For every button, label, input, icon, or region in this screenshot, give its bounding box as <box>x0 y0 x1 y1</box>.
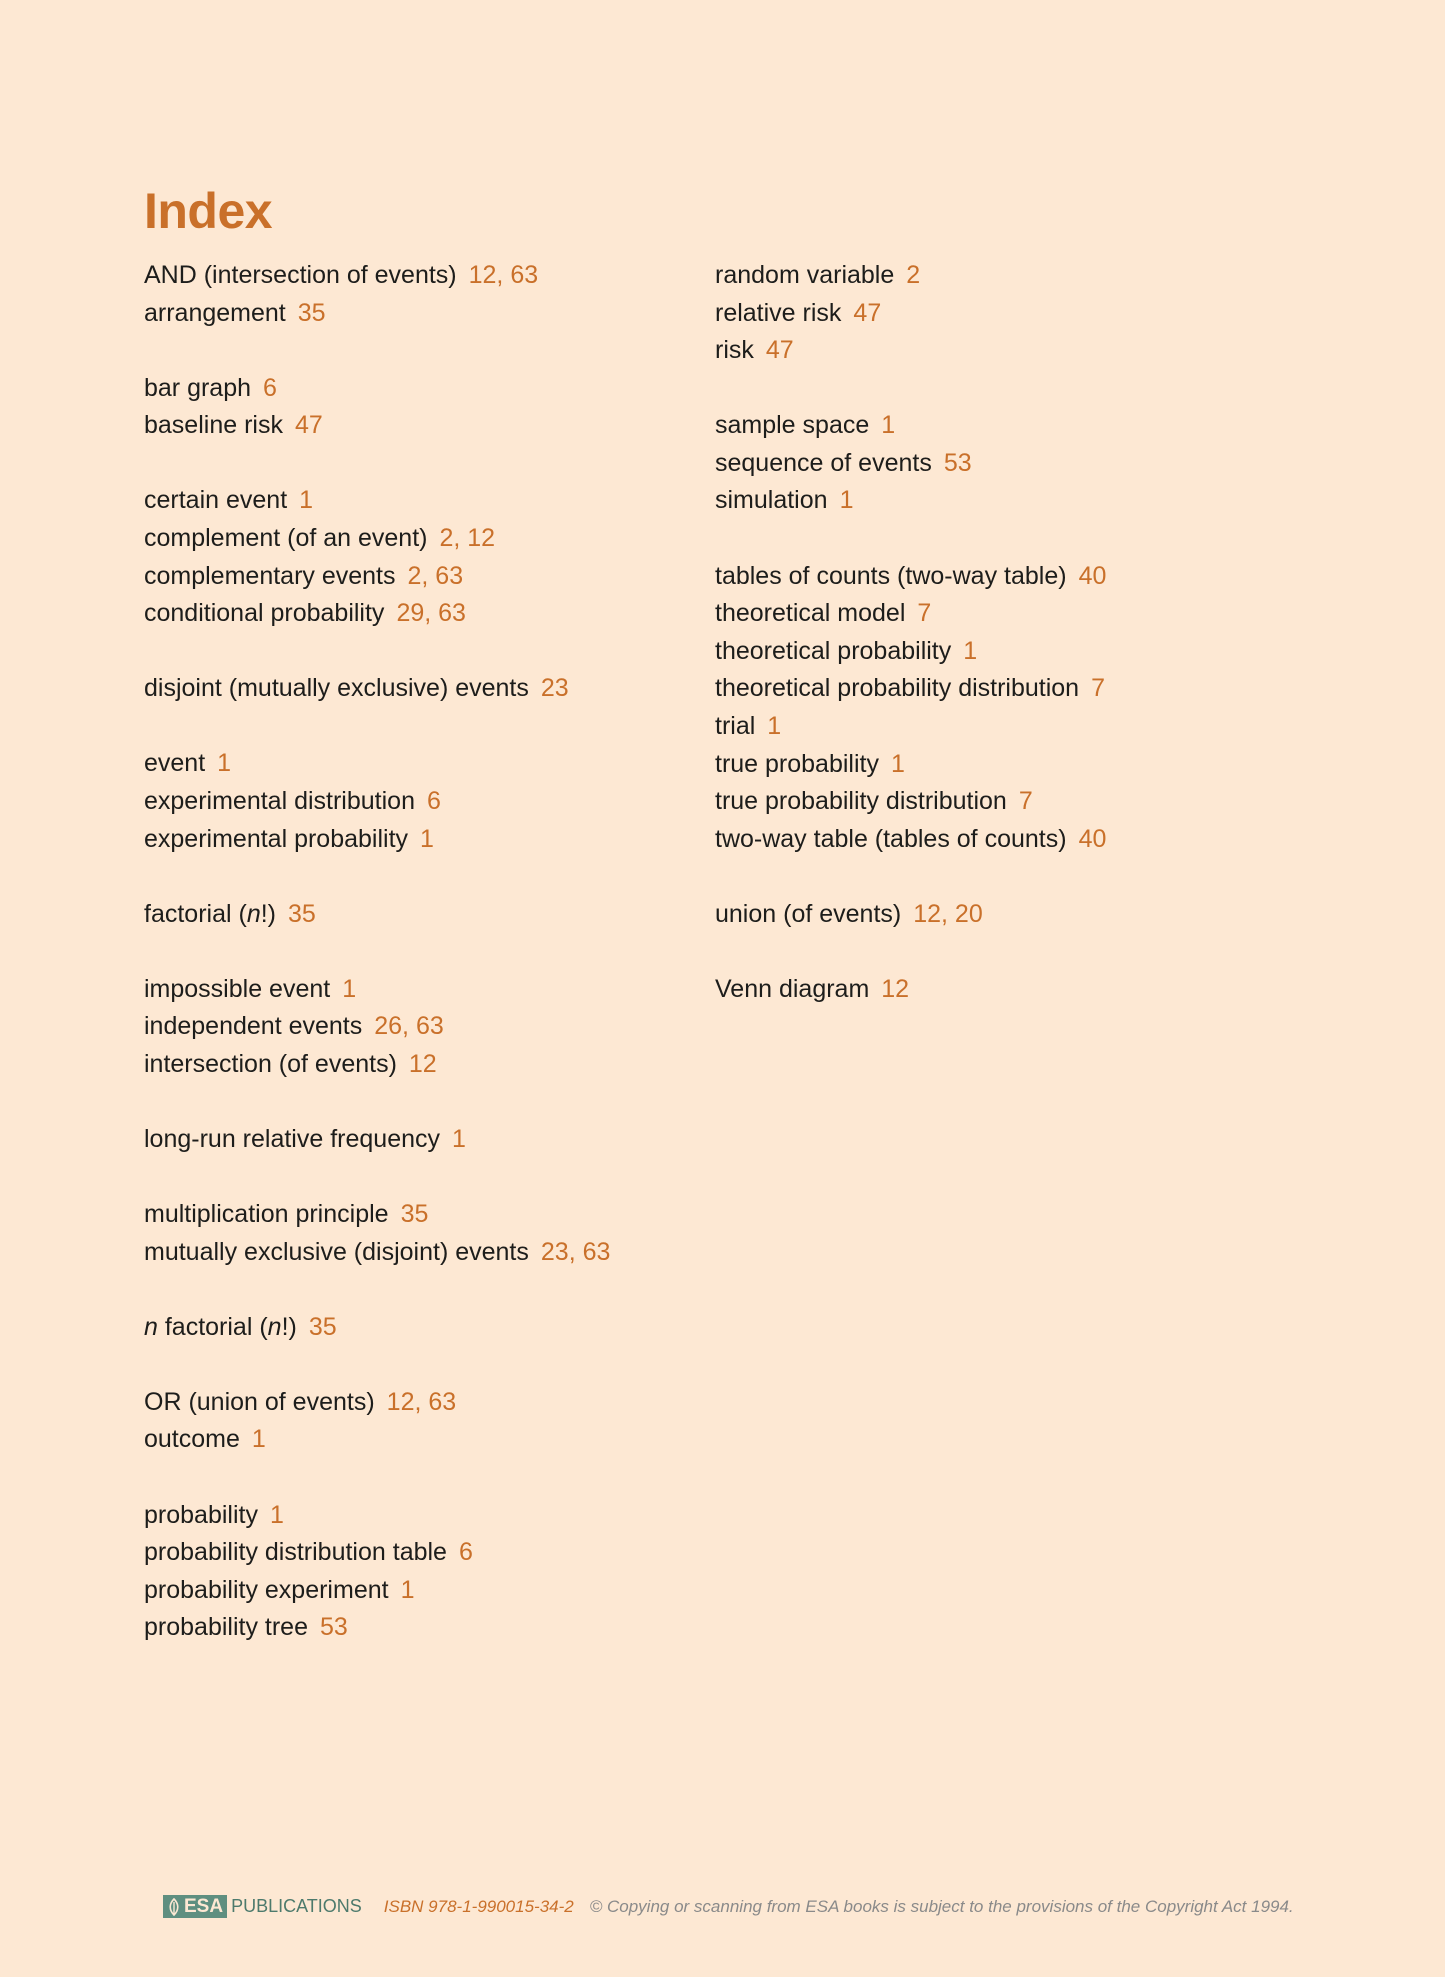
index-entry <box>144 407 684 445</box>
index-term-suffix: !) <box>260 899 276 928</box>
index-entry <box>715 633 1255 671</box>
index-pages: 1 <box>452 1125 466 1153</box>
index-pages: 47 <box>294 411 323 440</box>
index-group <box>144 1196 684 1271</box>
index-pages: 6 <box>458 1538 473 1567</box>
index-term: probability <box>144 1500 258 1529</box>
index-pages: 1 <box>269 1500 284 1529</box>
page-footer <box>163 1895 1294 1918</box>
index-entry <box>715 896 1255 934</box>
index-entry <box>144 1572 684 1610</box>
index-entry <box>144 896 684 934</box>
index-entry <box>144 745 684 783</box>
index-entry <box>144 295 684 333</box>
index-pages: 29, 63 <box>396 599 466 628</box>
index-term: theoretical probability distribution <box>715 674 1080 703</box>
index-term: relative risk <box>715 298 842 327</box>
index-group <box>144 896 684 934</box>
index-column-right <box>715 257 1255 1046</box>
page-title: Index <box>144 183 273 239</box>
index-entry <box>715 971 1255 1009</box>
index-pages: 53 <box>319 1613 348 1642</box>
index-entry <box>715 821 1255 859</box>
index-entry <box>144 520 684 558</box>
index-pages: 23 <box>540 674 569 703</box>
index-pages: 1 <box>299 486 314 515</box>
index-entry <box>144 1609 684 1647</box>
index-term: probability tree <box>144 1613 308 1642</box>
index-group <box>144 1309 684 1347</box>
index-pages: 40 <box>1078 824 1107 853</box>
index-column-left <box>144 257 684 1684</box>
index-pages: 40 <box>1078 561 1107 590</box>
index-entry <box>144 1196 684 1234</box>
index-pages: 1 <box>839 486 854 515</box>
index-term: Venn diagram <box>715 974 870 1003</box>
index-term: certain event <box>144 486 288 515</box>
logo-subtext: PUBLICATIONS <box>231 1896 362 1916</box>
index-pages: 1 <box>890 749 905 778</box>
index-pages: 2, 63 <box>407 561 464 590</box>
index-entry <box>715 257 1255 295</box>
index-group <box>144 257 684 332</box>
index-term: probability experiment <box>144 1575 389 1604</box>
index-group <box>715 896 1255 934</box>
index-term: tables of counts (two-way table) <box>715 561 1067 590</box>
index-entry <box>144 971 684 1009</box>
index-group <box>144 370 684 445</box>
index-entry <box>144 1121 684 1159</box>
index-pages: 1 <box>767 711 782 740</box>
index-term: factorial ( <box>157 1312 268 1341</box>
index-term: two-way table (tables of counts) <box>715 824 1067 853</box>
copyright-notice: © Copying or scanning from ESA books is subject to the provisions of the Copyright Act 1994. <box>589 1896 1294 1916</box>
index-pages: 1 <box>881 411 896 440</box>
index-pages: 35 <box>297 298 326 327</box>
index-pages: 2, 12 <box>439 523 496 552</box>
index-pages: 12 <box>881 974 910 1003</box>
index-pages: 1 <box>963 636 978 665</box>
index-entry <box>715 595 1255 633</box>
index-pages: 47 <box>765 336 794 365</box>
index-pages: 53 <box>943 448 972 477</box>
index-group <box>144 971 684 1084</box>
index-pages: 1 <box>342 974 357 1003</box>
index-term: theoretical model <box>715 599 906 628</box>
index-entry <box>144 482 684 520</box>
index-group <box>144 670 684 708</box>
index-term: bar graph <box>144 373 252 402</box>
index-group <box>144 745 684 858</box>
index-entry <box>144 1384 684 1422</box>
publisher-logo <box>163 1895 362 1918</box>
index-pages: 7 <box>1018 787 1033 816</box>
index-term: true probability distribution <box>715 787 1007 816</box>
index-entry <box>715 482 1255 520</box>
index-term: outcome <box>144 1425 240 1454</box>
index-pages: 1 <box>217 749 232 778</box>
index-entry <box>715 708 1255 746</box>
index-term: mutually exclusive (disjoint) events <box>144 1237 529 1266</box>
index-pages: 12 <box>408 1049 437 1078</box>
index-term: risk <box>715 336 754 365</box>
index-term: disjoint (mutually exclusive) events <box>144 674 529 703</box>
index-term: true probability <box>715 749 879 778</box>
index-term-italic: n <box>144 1312 158 1341</box>
index-entry <box>715 332 1255 370</box>
index-term: factorial ( <box>144 899 247 928</box>
index-term: arrangement <box>144 298 286 327</box>
index-term-italic: n <box>246 899 261 928</box>
index-pages: 35 <box>400 1200 429 1229</box>
index-entry <box>144 1046 684 1084</box>
index-pages: 2 <box>906 261 921 289</box>
index-entry <box>144 1497 684 1535</box>
index-pages: 1 <box>251 1425 266 1454</box>
index-pages: 6 <box>263 373 277 402</box>
index-pages: 12, 20 <box>913 899 983 928</box>
index-entry <box>715 445 1255 483</box>
index-entry <box>144 558 684 596</box>
index-pages: 12, 63 <box>468 261 539 289</box>
index-term: conditional probability <box>144 599 385 628</box>
index-term-suffix: !) <box>281 1312 297 1341</box>
index-group <box>144 1384 684 1459</box>
index-entry <box>144 1309 684 1347</box>
index-entry <box>144 595 684 633</box>
index-term-italic: n <box>267 1312 282 1341</box>
index-term: union (of events) <box>715 899 902 928</box>
index-term: multiplication principle <box>144 1200 389 1229</box>
index-group <box>144 1497 684 1647</box>
index-term: baseline risk <box>144 411 283 440</box>
index-entry <box>144 370 684 408</box>
index-pages: 35 <box>308 1312 337 1341</box>
index-group <box>144 1121 684 1159</box>
index-term: complementary events <box>144 561 396 590</box>
index-group <box>144 482 684 632</box>
index-entry <box>144 1234 684 1272</box>
index-entry <box>144 257 684 295</box>
index-entry <box>715 407 1255 445</box>
index-term: sequence of events <box>715 448 932 477</box>
index-group <box>715 407 1255 520</box>
logo-text: ESA <box>184 1896 224 1917</box>
index-term: AND (intersection of events) <box>144 261 457 289</box>
index-entry <box>715 746 1255 784</box>
index-term: event <box>144 749 206 778</box>
index-pages: 26, 63 <box>374 1012 444 1041</box>
index-entry <box>715 295 1255 333</box>
index-term: simulation <box>715 486 828 515</box>
index-term: intersection (of events) <box>144 1049 397 1078</box>
index-term: probability distribution table <box>144 1538 447 1567</box>
index-pages: 6 <box>426 786 441 815</box>
logo-badge <box>163 1895 227 1918</box>
index-term: experimental distribution <box>144 786 415 815</box>
index-pages: 47 <box>853 298 882 327</box>
index-term: sample space <box>715 411 870 440</box>
index-entry <box>144 670 684 708</box>
index-term: trial <box>715 711 756 740</box>
index-pages: 7 <box>917 599 932 628</box>
index-pages: 1 <box>400 1575 415 1604</box>
index-pages: 1 <box>420 824 434 853</box>
isbn: ISBN 978-1-990015-34-2 <box>383 1896 574 1916</box>
leaf-icon <box>167 1898 181 1916</box>
index-term: independent events <box>144 1012 363 1041</box>
index-entry <box>715 783 1255 821</box>
index-term: impossible event <box>144 974 331 1003</box>
index-term: random variable <box>715 261 895 289</box>
index-entry <box>144 1534 684 1572</box>
index-group <box>715 971 1255 1009</box>
index-term: OR (union of events) <box>144 1387 375 1416</box>
index-group <box>715 558 1255 859</box>
index-entry <box>144 821 684 859</box>
index-entry <box>144 1008 684 1046</box>
index-entry <box>715 558 1255 596</box>
index-term: long-run relative frequency <box>144 1125 440 1153</box>
index-pages: 7 <box>1091 674 1105 703</box>
index-term: experimental probability <box>144 824 409 853</box>
index-group <box>715 257 1255 370</box>
index-pages: 12, 63 <box>386 1387 457 1416</box>
index-pages: 23, 63 <box>540 1237 611 1266</box>
index-term: complement (of an event) <box>144 523 428 552</box>
index-entry <box>715 670 1255 708</box>
index-entry <box>144 1421 684 1459</box>
index-entry <box>144 783 684 821</box>
index-term: theoretical probability <box>715 636 952 665</box>
index-pages: 35 <box>288 899 316 928</box>
